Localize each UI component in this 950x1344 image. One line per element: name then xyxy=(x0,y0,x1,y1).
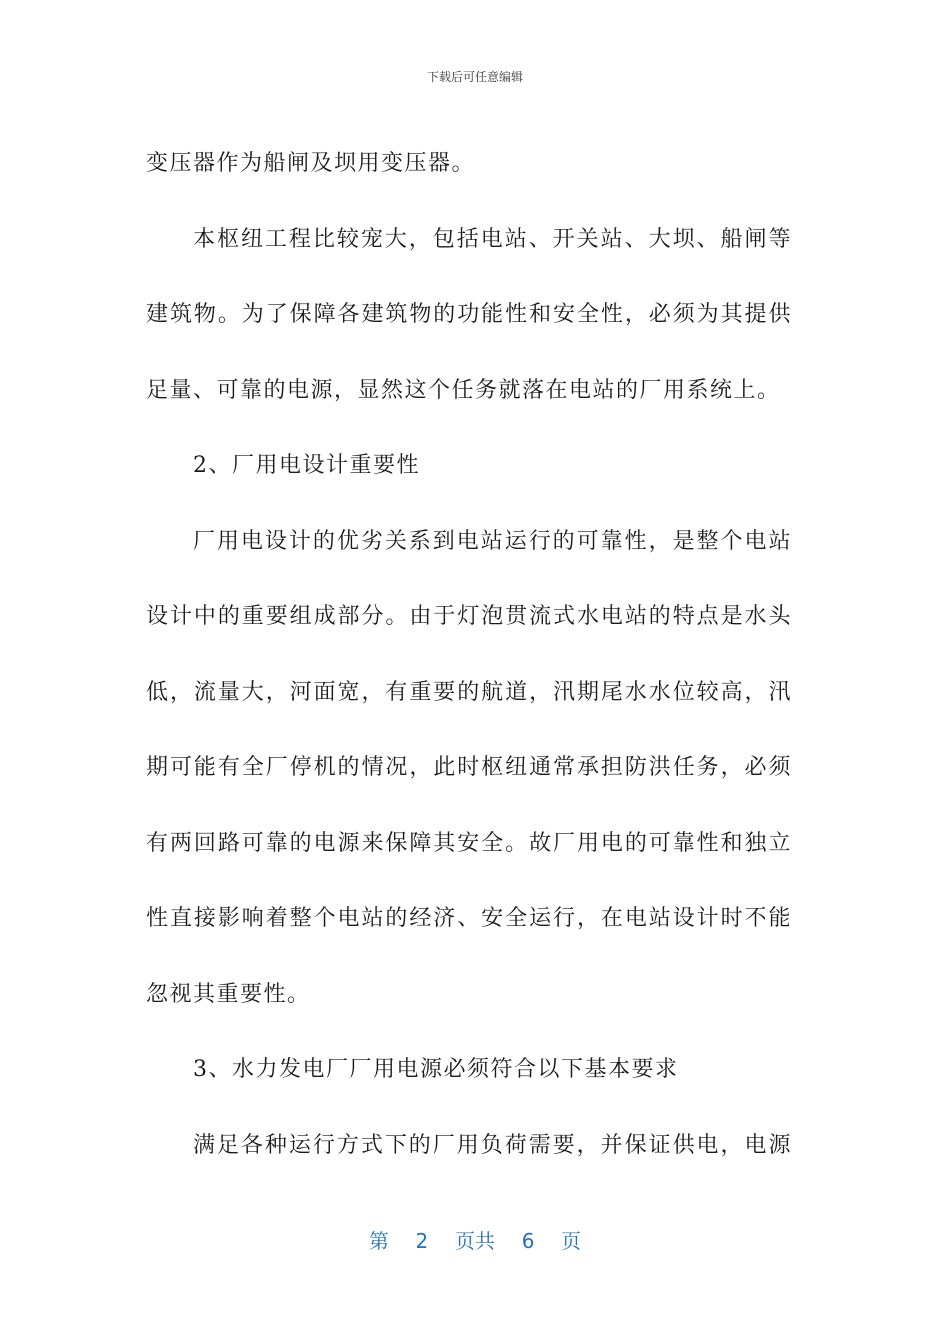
total-pages-number: 6 xyxy=(521,1229,535,1253)
section-heading-3: 3、水力发电厂厂用电源必须符合以下基本要求 xyxy=(193,1057,679,1082)
paragraph-1: 变压器作为船闸及坝用变压器。 xyxy=(146,151,476,176)
page-label-suffix: 页 xyxy=(561,1229,582,1253)
section-heading-2: 2、厂用电设计重要性 xyxy=(193,453,420,478)
page-footer xyxy=(0,1225,950,1254)
document-body xyxy=(146,126,792,1183)
paragraph-2: 本枢纽工程比较宠大，包括电站、开关站、大坝、船闸等建筑物。为了保障各建筑物的功能性和安全性，必须为其提供足量、可靠的电源，显然这个任务就落在电站的厂用系统上。 xyxy=(146,226,792,403)
paragraph-4: 满足各种运行方式下的厂用负荷需要，并保证供电，电源 xyxy=(193,1132,792,1158)
page-label-prefix: 第 xyxy=(368,1229,389,1253)
paragraph-3: 厂用电设计的优劣关系到电站运行的可靠性，是整个电站设计中的重要组成部分。由于灯泡贯流式水电站的特点是水头低，流量大，河面宽，有重要的航道，汛期尾水水位较高，汛期可能有全厂停机的情况，此时枢纽通常承担防洪任务，必须有两回路可靠的电源来保障其安全。故厂用电的可靠性和独立性直接影响着整个电站的经济、安全运行，在电站设计时不能忽视其重要性。 xyxy=(146,528,792,1007)
current-page-number: 2 xyxy=(415,1229,429,1253)
page-header: 下载后可任意编辑 xyxy=(426,70,523,84)
page-label-mid: 页共 xyxy=(455,1229,495,1253)
